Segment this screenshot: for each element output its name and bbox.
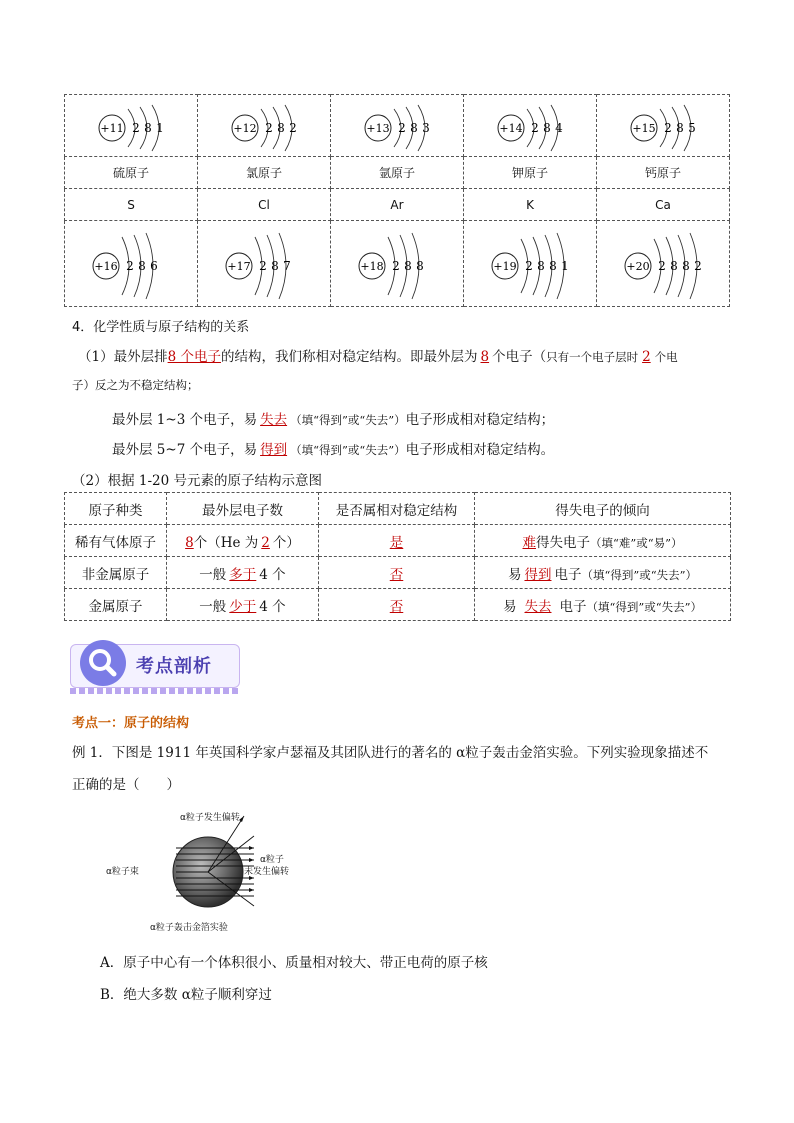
electron-count: 8 xyxy=(410,120,418,135)
answer-blank: 失去 xyxy=(260,412,288,428)
answer-blank: 2 xyxy=(642,349,651,365)
atom-diagram xyxy=(475,97,585,155)
atom-diagram-cell xyxy=(198,95,331,157)
atom-diagram-cell xyxy=(464,95,597,157)
answer-blank: 少于 xyxy=(229,598,257,615)
nucleus-charge: +20 xyxy=(626,259,650,273)
answer-blank: 是 xyxy=(389,534,404,551)
atom-name: 氩原子 xyxy=(331,157,464,189)
atom-diagram-cell xyxy=(65,221,198,307)
atom-diagram xyxy=(76,97,186,155)
table-cell: 稀有气体原子 xyxy=(65,525,167,557)
electron-count: 8 xyxy=(549,258,557,273)
option-a: A．原子中心有一个体积很小、质量相对较大、带正电荷的原子核 xyxy=(100,955,488,971)
text: 最外层 5~7 个电子，易 xyxy=(112,442,258,458)
electron-count: 2 xyxy=(289,120,297,135)
answer-blank: 8 xyxy=(185,534,194,551)
atom-diagram xyxy=(602,225,724,303)
atom-diagram-row-1 xyxy=(65,95,730,157)
text: （填“得到”或“失去”） xyxy=(586,599,702,614)
electron-count: 2 xyxy=(126,258,134,273)
table-header: 原子种类 xyxy=(65,493,167,525)
text: （填“难”或“易”） xyxy=(589,535,683,550)
table-cell xyxy=(167,589,319,621)
atom-diagram-cell xyxy=(331,95,464,157)
table-cell: 非金属原子 xyxy=(65,557,167,589)
atom-diagram-cell xyxy=(597,95,730,157)
atom-diagram xyxy=(469,225,591,303)
electron-count: 1 xyxy=(561,258,569,273)
nucleus-charge: +18 xyxy=(360,259,384,273)
electron-count: 8 xyxy=(138,258,146,273)
answer-blank: 得到 xyxy=(524,566,552,583)
text: 电子形成相对稳定结构。 xyxy=(405,442,555,458)
answer-blank: 多于 xyxy=(229,566,257,583)
electron-count: 2 xyxy=(398,120,406,135)
text: （填“得到”或“失去”） xyxy=(290,413,406,427)
atom-symbol: Ar xyxy=(331,189,464,221)
example-line-2: 正确的是（ ） xyxy=(72,777,180,793)
table-row xyxy=(65,557,731,589)
text: 最外层 1~3 个电子，易 xyxy=(112,412,258,428)
text: 一般 xyxy=(199,566,227,583)
electron-count: 6 xyxy=(150,258,158,273)
atom-name-row xyxy=(65,157,730,189)
nucleus-charge: +13 xyxy=(366,121,390,135)
kaodian-heading: 考点一：原子的结构 xyxy=(72,716,190,731)
electron-count: 2 xyxy=(694,258,702,273)
electron-count: 3 xyxy=(422,120,430,135)
answer-blank: 失去 xyxy=(524,598,552,615)
text: 易 xyxy=(502,598,517,615)
electron-count: 8 xyxy=(543,120,551,135)
electron-count: 8 xyxy=(676,120,684,135)
atom-name: 硫原子 xyxy=(65,157,198,189)
atom-diagram-row-2 xyxy=(65,221,730,307)
atom-diagram-cell xyxy=(464,221,597,307)
nucleus-charge: +14 xyxy=(499,121,523,135)
table-row xyxy=(65,525,731,557)
answer-blank: 8 个电子 xyxy=(167,349,221,365)
text: 电子 xyxy=(559,598,587,615)
magnifier-icon xyxy=(80,640,126,686)
banner-title: 考点剖析 xyxy=(136,656,212,677)
electron-count: 8 xyxy=(537,258,545,273)
electron-count: 1 xyxy=(156,120,164,135)
table-cell xyxy=(319,557,475,589)
nucleus-charge: +17 xyxy=(227,259,251,273)
atom-diagram xyxy=(608,97,718,155)
text: （1）最外层排 xyxy=(78,349,168,365)
label-beam: α粒子束 xyxy=(106,867,139,877)
paragraph-4: （2）根据 1-20 号元素的原子结构示意图 xyxy=(72,473,323,489)
text: 个电子（ xyxy=(492,349,547,365)
table-row xyxy=(65,589,731,621)
answer-blank: 2 xyxy=(261,534,270,551)
atom-structure-table xyxy=(64,94,730,307)
section-banner xyxy=(70,640,240,692)
atom-stability-table xyxy=(64,492,731,621)
table-cell xyxy=(475,525,731,557)
electron-count: 8 xyxy=(277,120,285,135)
electron-count: 8 xyxy=(682,258,690,273)
electron-count: 8 xyxy=(404,258,412,273)
rutherford-experiment-figure xyxy=(104,806,304,936)
label-no-deflect-1: α粒子 xyxy=(260,855,284,865)
text: （填“得到”或“失去”） xyxy=(290,443,406,457)
atom-symbol: Cl xyxy=(198,189,331,221)
table-cell xyxy=(475,557,731,589)
electron-count: 2 xyxy=(525,258,533,273)
electron-count: 8 xyxy=(670,258,678,273)
atom-diagram xyxy=(342,97,452,155)
atom-diagram xyxy=(209,97,319,155)
electron-count: 8 xyxy=(144,120,152,135)
electron-count: 2 xyxy=(531,120,539,135)
answer-blank: 难 xyxy=(522,534,536,551)
section-title: 4．化学性质与原子结构的关系 xyxy=(72,320,250,335)
atom-symbol: K xyxy=(464,189,597,221)
text: 个电 xyxy=(654,350,678,364)
nucleus-charge: +12 xyxy=(233,121,257,135)
example-line-1: 例 1．下图是 1911 年英国科学家卢瑟福及其团队进行的著名的 α粒子轰击金箔实验。下列实验现象描述不 xyxy=(72,745,709,761)
text: 个（He 为 xyxy=(193,534,259,551)
atom-symbol-row xyxy=(65,189,730,221)
nucleus-charge: +16 xyxy=(94,259,118,273)
text: （填“得到”或“失去”） xyxy=(581,567,697,582)
atom-diagram-cell xyxy=(198,221,331,307)
text: 个） xyxy=(272,534,300,551)
text: 易 xyxy=(507,566,522,583)
table-header-row xyxy=(65,493,731,525)
table-cell xyxy=(319,589,475,621)
text: 电子 xyxy=(554,566,582,583)
electron-count: 8 xyxy=(271,258,279,273)
text: 4 个 xyxy=(259,566,286,583)
option-b: B．绝大多数 α粒子顺利穿过 xyxy=(100,987,272,1003)
atom-diagram-cell xyxy=(65,95,198,157)
electron-count: 2 xyxy=(259,258,267,273)
atom-name: 钙原子 xyxy=(597,157,730,189)
atom-name: 钾原子 xyxy=(464,157,597,189)
atom-diagram-cell xyxy=(597,221,730,307)
label-deflect: α粒子发生偏转 xyxy=(180,813,240,823)
answer-blank: 8 xyxy=(480,349,490,365)
answer-blank: 得到 xyxy=(260,442,288,458)
atom-diagram xyxy=(203,225,325,303)
atom-diagram xyxy=(336,225,458,303)
atom-symbol: Ca xyxy=(597,189,730,221)
electron-count: 7 xyxy=(283,258,291,273)
text: 得失电子 xyxy=(535,534,590,551)
nucleus-charge: +19 xyxy=(493,259,517,273)
electron-count: 2 xyxy=(392,258,400,273)
answer-blank: 否 xyxy=(389,566,404,583)
electron-count: 2 xyxy=(658,258,666,273)
table-header: 最外层电子数 xyxy=(167,493,319,525)
figure-caption: α粒子轰击金箔实验 xyxy=(150,923,228,933)
table-cell xyxy=(319,525,475,557)
paragraph-2 xyxy=(112,408,554,428)
atom-diagram-cell xyxy=(331,221,464,307)
electron-count: 4 xyxy=(555,120,563,135)
text: 只有一个电子层时 xyxy=(546,350,639,364)
table-cell xyxy=(475,589,731,621)
atom-symbol: S xyxy=(65,189,198,221)
electron-count: 2 xyxy=(265,120,273,135)
nucleus-charge: +11 xyxy=(100,121,124,135)
electron-count: 5 xyxy=(688,120,696,135)
atom-name: 氯原子 xyxy=(198,157,331,189)
electron-count: 2 xyxy=(664,120,672,135)
nucleus-charge: +15 xyxy=(632,121,656,135)
table-cell xyxy=(167,557,319,589)
table-header: 是否属相对稳定结构 xyxy=(319,493,475,525)
text: 4 个 xyxy=(259,598,286,615)
atom-diagram xyxy=(70,225,192,303)
banner-decoration xyxy=(70,688,238,694)
text: 电子形成相对稳定结构； xyxy=(405,412,555,428)
table-cell: 金属原子 xyxy=(65,589,167,621)
paragraph-1-cont: 子）反之为不稳定结构； xyxy=(72,378,199,392)
electron-count: 8 xyxy=(416,258,424,273)
table-header: 得失电子的倾向 xyxy=(475,493,731,525)
answer-blank: 否 xyxy=(389,598,404,615)
text: 一般 xyxy=(199,598,227,615)
paragraph-3 xyxy=(112,438,554,458)
paragraph-1 xyxy=(78,345,678,365)
text: 的结构，我们称相对稳定结构。即最外层为 xyxy=(220,349,478,365)
label-no-deflect-2: 未发生偏转 xyxy=(244,867,290,877)
table-cell xyxy=(167,525,319,557)
electron-count: 2 xyxy=(132,120,140,135)
